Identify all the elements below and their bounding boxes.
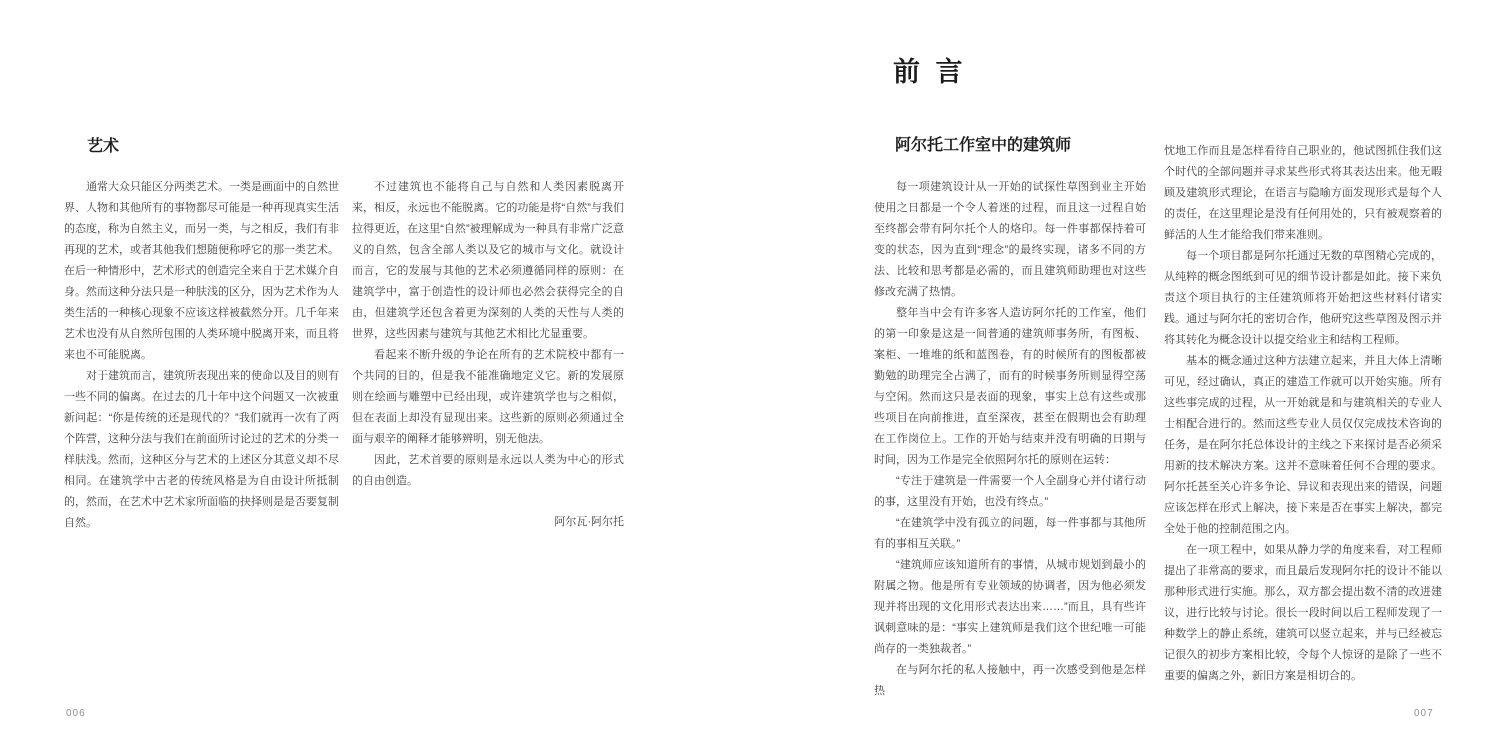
paragraph: “专注于建筑是一件需要一个人全副身心并付诸行动的事，这里没有开始，也没有终点。” [874,475,1146,508]
paragraph: 基本的概念通过这种方法建立起来，并且大体上清晰可见，经过确认，真正的建造工作就可以开始实施。所有这些事完成的过程，从一开始就是和与建筑相关的专业人士相配合进行的。然而这些专业人员仅仅完成技术咨询的任务，是在阿尔托总体设计的主线之下来探讨是否必须采用新的技术解决方案。这并不意味着任何不合理的要求。阿尔托甚至关心许多争论、异议和表现出来的错误，问题应该怎样在形式上解决，接下来是否在事实上解决，都完全处于他的控制范围之内。 [1164,355,1442,535]
paragraph: 看起来不断升级的争论在所有的艺术院校中都有一个共同的目的，但是我不能准确地定义它。新的发展原则在绘画与雕塑中已经出现，或许建筑学也与之相似，但在表面上却没有显现出来。这些新的原则必须通过全面与艰辛的阐释才能够辨明，别无他法。 [352,349,624,445]
paragraph: 通常大众只能区分两类艺术。一类是画面中的自然世界、人物和其他所有的事物都尽可能是一种再现真实生活的态度，称为自然主义，而另一类，与之相反，我们有非再现的艺术，或者其他我们想随便称呼它的那一类艺术。在后一种情形中，艺术形式的创造完全来自于艺术媒介自身。然而这种分法只是一种肤浅的区分，因为艺术作为人类生活的一种核心现象不应该这样被截然分开。几千年来艺术也没有从自然所包围的人类环境中脱离开来，而且将来也不可能脱离。 [64,181,339,361]
paragraph: “在建筑学中没有孤立的问题，每一件事都与其他所有的事相互关联。” [874,517,1146,550]
left-section-title: 艺术 [87,138,120,155]
page-number-left: 006 [66,708,86,719]
right-column-2 [1164,141,1442,687]
paragraph-continuation: 忱地工作而且是怎样看待自己职业的，他试图抓住我们这个时代的全部问题并寻求某些形式将其表达出来。他无暇顾及建筑形式理论，在语言与隐喻方面发现形式是每个人的责任，在这里理论是没有任何用处的，只有被观察着的鲜活的人生才能给我们带来准则。 [1164,145,1442,241]
paragraph: 每一个项目都是阿尔托通过无数的草图精心完成的，从纯粹的概念图纸到可见的细节设计都是如此。接下来负责这个项目执行的主任建筑师将开始把这些材料付诸实践。通过与阿尔托的密切合作，他研究这些草图及图示并将其转化为概念设计以提交给业主和结构工程师。 [1164,250,1442,346]
paragraph: 因此，艺术首要的原则是永远以人类为中心的形式的自由创造。 [352,454,624,487]
paragraph: 在与阿尔托的私人接触中，再一次感受到他是怎样热 [874,664,1146,697]
paragraph: 每一项建筑设计从一开始的试探性草图到业主开始使用之日都是一个令人着迷的过程，而且这一过程自始至终都会带有阿尔托个人的烙印。每一件事都保持着可变的状态，因为直到“理念”的最终实现，诸多不同的方法、比较和思考都是必需的，而且建筑师助理也对这些修改充满了热情。 [874,181,1146,298]
right-column-1 [874,177,1146,702]
paragraph: “建筑师应该知道所有的事情，从城市规划到最小的附属之物。他是所有专业领域的协调者，因为他必须发现并将出现的文化用形式表达出来……”而且，具有些许讽刺意味的是：“事实上建筑师是我们这个世纪唯一可能尚存的一类独裁者。” [874,559,1146,655]
paragraph: 不过建筑也不能将自己与自然和人类因素脱离开来，相反，永远也不能脱离。它的功能是将“自然”与我们拉得更近，在这里“自然”被理解成为一种具有非常广泛意义的自然，包含全部人类以及它的城市与文化。就设计而言，它的发展与其他的艺术必须遵循同样的原则：在建筑学中，富于创造性的设计师也必然会获得完全的自由，但建筑学还包含着更为深刻的人类的天性与人类的世界，这些因素与建筑与其他艺术相比尤显重要。 [352,181,624,340]
author-signature: 阿尔瓦·阿尔托 [554,516,624,528]
right-section-title: 阿尔托工作室中的建筑师 [895,137,1072,154]
paragraph: 在一项工程中，如果从静力学的角度来看，对工程师提出了非常高的要求，而且最后发现阿尔托的设计不能以那种形式进行实施。那么，双方都会提出数不清的改进建议，进行比较与讨论。很长一段时间以后工程师发现了一种数学上的静止系统，建筑可以竖立起来，并与已经被忘记很久的初步方案相比较，令每个人惊讶的是除了一些不重要的偏离之外，新旧方案是相切合的。 [1164,544,1442,682]
left-column-1 [64,177,339,534]
left-column-2 [352,177,624,533]
paragraph: 对于建筑而言，建筑所表现出来的使命以及目的则有一些不同的偏离。在过去的几十年中这个问题又一次被重新问起：“你是传统的还是现代的？”我们就再一次有了两个阵营，这种分法与我们在前面所讨论过的艺术的分类一样肤浅。然而，这种区分与艺术的上述区分其意义却不尽相同。在建筑学中古老的传统风格是为自由设计所抵制的，然而，在艺术中艺术家所面临的抉择则是是否要复制自然。 [64,370,339,529]
right-page [750,0,1499,750]
page-number-right: 007 [1414,708,1434,719]
paragraph: 整年当中会有许多客人造访阿尔托的工作室，他们的第一印象是这是一间普通的建筑师事务所，有图板、案柜、一堆堆的纸和蓝图卷，有的时候所有的图板都被勤勉的助理完全占满了，而有的时候事务所则显得空荡与空闲。然而这只是表面的现象，事实上总有这些或那些项目在向前推进，直至深夜，甚至在假期也会有助理在工作岗位上。工作的开始与结束并没有明确的日期与时间，因为工作是完全依照阿尔托的原则在运转： [874,307,1146,466]
preface-title: 前 言 [893,57,964,87]
